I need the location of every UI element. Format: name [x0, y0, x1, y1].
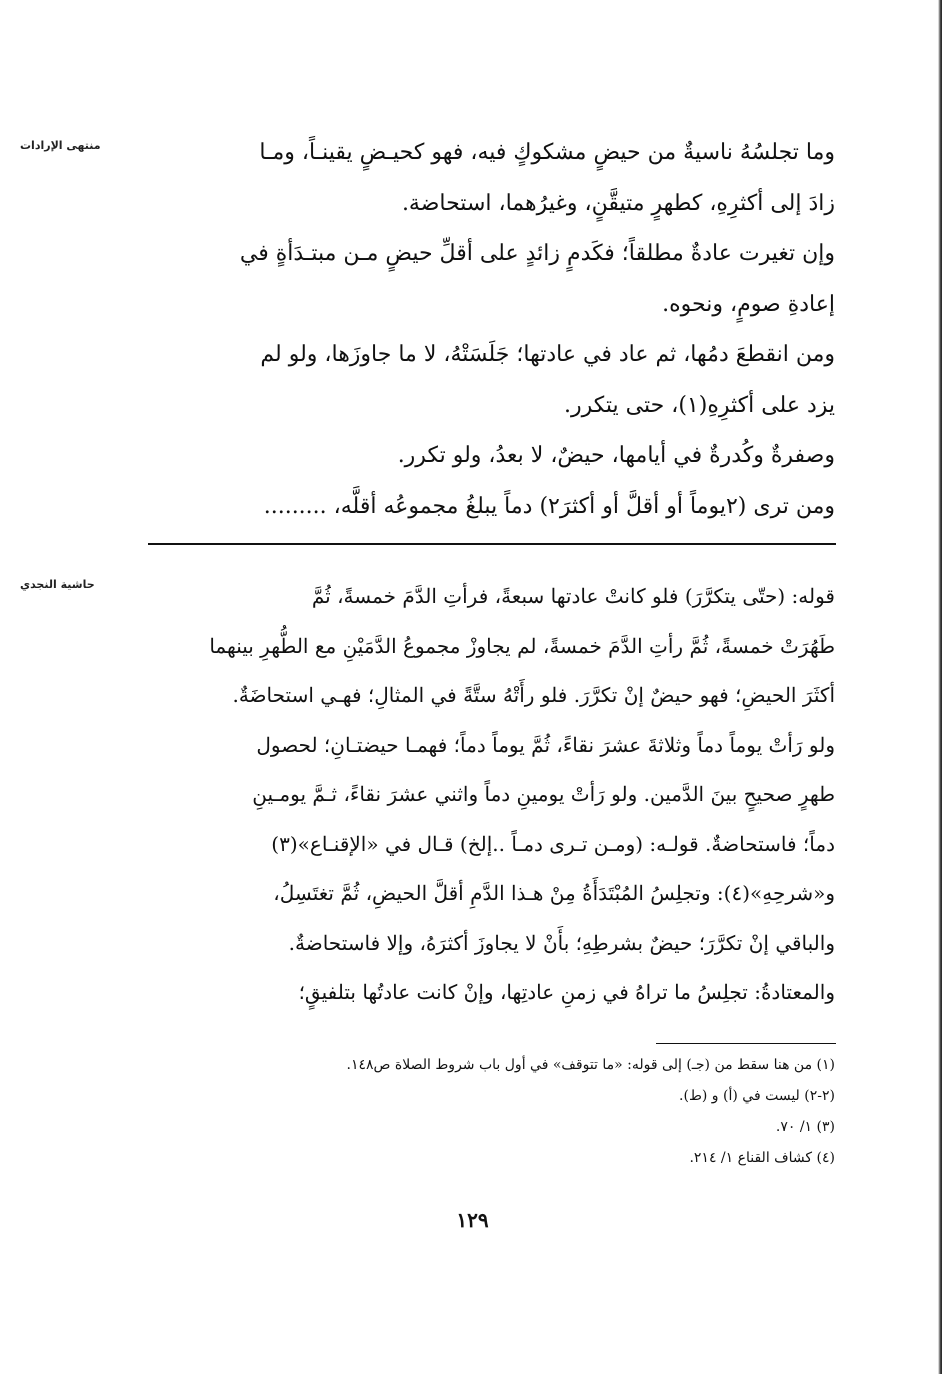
matn-line: ومن ترى (٢يوماً أو أقلَّ أو أكثرَ٢) دماً يبلغُ مجموعُه أقلَّه، ......... — [263, 493, 835, 519]
sharh-line: والباقي إنْ تكرَّرَ؛ حيضٌ بشرطِهِ؛ بأَنْ لا يجاوزَ أكثرَهُ، وإلا فاستحاضةٌ. — [288, 930, 835, 955]
sharh-line: أكثَرَ الحيضِ؛ فهو حيضٌ إنْ تكرَّرَ. فلو رأَتْهُ ستَّةً في المثالِ؛ فهـي استحاضَةٌ. — [232, 683, 835, 707]
footnote: (٤) كشاف القناع ١/ ٢١٤. — [689, 1150, 835, 1166]
footnote: (٣) ١/ ٧٠. — [775, 1119, 835, 1135]
sharh-text-block — [145, 572, 835, 1018]
footnote: (٢-٢) ليست في (أ) و (ط). — [679, 1088, 835, 1104]
footnote: (١) من هنا سقط من (جـ) إلى قوله: «ما تتوقف» في أول باب شروط الصلاة ص١٤٨. — [346, 1057, 835, 1073]
matn-line: ومن انقطعَ دمُها، ثم عاد في عادتها؛ جَلَسَتْهُ، لا ما جاوزَها، ولو لم — [260, 342, 835, 367]
footnote-divider — [656, 1043, 836, 1044]
matn-line: يزد على أكثرِهِ(١)، حتى يتكرر. — [563, 392, 835, 418]
page-number: ١٢٩ — [456, 1208, 489, 1232]
section-divider — [148, 543, 836, 545]
sharh-line: ولو رَأتْ يوماً دماً وثلاثةَ عشرَ نقاءً، ثُمَّ يوماً دماً؛ فهمـا حيضتـانِ؛ لحصول — [256, 732, 835, 757]
matn-text-block — [145, 128, 835, 532]
matn-line: وإن تغيرت عادةٌ مطلقاً؛ فكَدمٍ زائدٍ على أقلِّ حيضٍ مـن مبتـدَأةٍ في — [239, 241, 835, 266]
sharh-line: قوله: (حتّى يتكرَّرَ) فلو كانتْ عادتها سبعةً، فرأتِ الدَّمَ خمسةً، ثُمَّ — [311, 584, 835, 608]
sharh-line: والمعتادةُ: تجلِسُ ما تراهُ في زمنِ عادتِها، وإنْ كانت عادتُها بتلفيقٍ؛ — [298, 980, 835, 1004]
matn-line: زادَ إلى أكثرِهِ، كطهرٍ متيقَّنٍ، وغيرُهما، استحاضة. — [401, 190, 835, 216]
sharh-line: طهرٍ صحيحٍ بينَ الدَّمين. ولو رَأتْ يومينِ دماً واثني عشرَ نقاءً، ثـمَّ يومـينِ — [252, 782, 835, 806]
sharh-side-label: حاشية النجدي — [20, 578, 95, 591]
footnotes-block — [145, 1050, 835, 1174]
sharh-line: دماً؛ فاستحاضةٌ. قولـه: (ومـن تـرى دمـاً ..إلخ) قـال في «الإقنـاع»(٣) — [271, 831, 835, 856]
matn-line: وصفرةٌ وكُدرةٌ في أيامها، حيضٌ، لا بعدُ، ولو تكرر. — [397, 443, 835, 468]
matn-line: وما تجلسُهُ ناسيةٌ من حيضٍ مشكوكٍ فيه، فهو كحيـضٍ يقينـاً، ومـا — [259, 140, 835, 165]
matn-side-label: منتهى الإرادات — [20, 139, 101, 152]
sharh-line: طَهُرَتْ خمسةً، ثُمَّ رأتِ الدَّمَ خمسةً، لم يجاوزْ مجموعُ الدَّمَيْنِ مع الطُّهرِ بينهما — [209, 633, 835, 658]
matn-line: إعادةِ صومٍ، ونحوه. — [662, 291, 835, 317]
sharh-line: و«شرحِهِ»(٤): وتجلِسُ المُبْتَدَأَةُ مِنْ هـذا الدَّمِ أقلَّ الحيضِ، ثُمَّ تغتَسِلُ، — [273, 881, 835, 905]
page-edge-shadow — [938, 0, 942, 1374]
